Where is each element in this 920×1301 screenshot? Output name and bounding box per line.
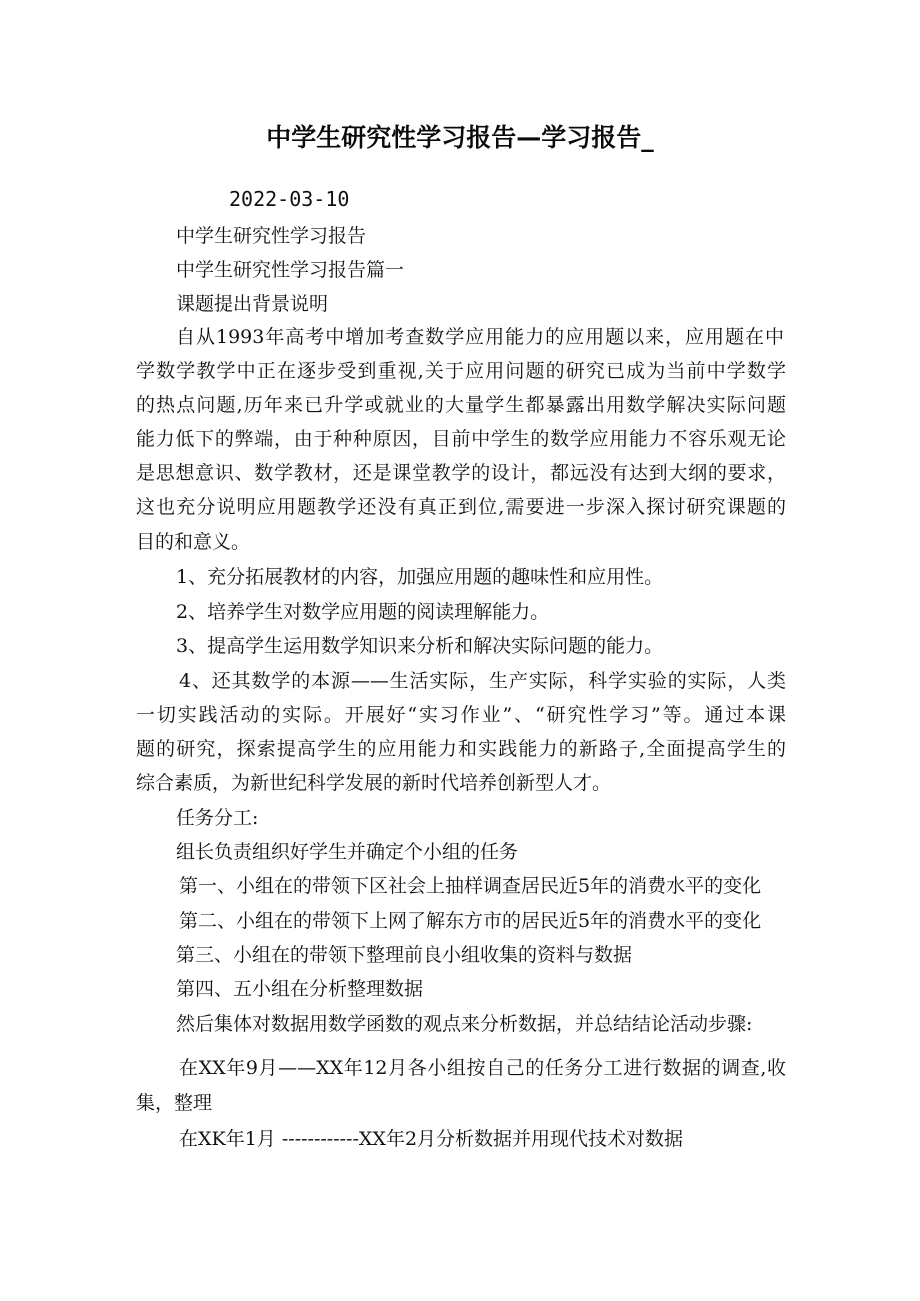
paragraph-line: 一切实践活动的实际。开展好“实习作业”、“研究性学习”等。通过本课 [136, 704, 786, 726]
paragraph-line: 自从1993年高考中增加考查数学应用能力的应用题以来，应用题在中 [176, 326, 784, 348]
task-item: 第一、小组在的带领下区社会上抽样调查居民近5年的消费水平的变化 [179, 875, 762, 897]
paragraph-line: 题的研究，探索提高学生的应用能力和实践能力的新路子,全面提高学生的 [136, 738, 786, 760]
heading-3: 课题提出背景说明 [176, 293, 329, 315]
document-date: 2022-03-10 [229, 187, 350, 211]
paragraph-line: 目的和意义。 [136, 531, 251, 553]
paragraph-line: 4、还其数学的本源——生活实际，生产实际，科学实验的实际，人类 [179, 670, 786, 692]
list-item: 3、提高学生运用数学知识来分析和解决实际问题的能力。 [176, 635, 664, 657]
step-line: 集，整理 [136, 1092, 213, 1114]
task-heading: 任务分工: [176, 807, 259, 829]
paragraph-line: 能力低下的弊端，由于种种原因，目前中学生的数学应用能力不容乐观无论 [136, 428, 786, 450]
paragraph-line: 这也充分说明应用题教学还没有真正到位,需要进一步深入探讨研究课题的 [136, 496, 786, 518]
list-item: 1、充分拓展教材的内容，加强应用题的趣味性和应用性。 [176, 566, 664, 588]
step-line: 在XX年9月——XX年12月各小组按自己的任务分工进行数据的调查,收 [179, 1057, 786, 1079]
heading-1: 中学生研究性学习报告 [176, 225, 367, 247]
task-item: 第二、小组在的带领下上网了解东方市的居民近5年的消费水平的变化 [179, 910, 762, 932]
paragraph-line: 学数学教学中正在逐步受到重视,关于应用问题的研究已成为当前中学数学 [136, 360, 786, 382]
paragraph-line: 的热点问题,历年来已升学或就业的大量学生都暴露出用数学解决实际问题 [136, 394, 786, 416]
task-item: 第三、小组在的带领下整理前良小组收集的资料与数据 [176, 944, 633, 966]
paragraph-line: 是思想意识、数学教材，还是课堂教学的设计，都远没有达到大纲的要求， [136, 462, 786, 484]
paragraph-line: 综合素质，为新世纪科学发展的新时代培养创新型人才。 [136, 772, 612, 794]
step-line: 在XK年1月 ------------XX年2月分析数据并用现代技术对数据 [179, 1128, 684, 1150]
task-lead: 组长负责组织好学生并确定个小组的任务 [176, 841, 519, 863]
heading-2: 中学生研究性学习报告篇一 [176, 259, 405, 281]
document-title: 中学生研究性学习报告—学习报告_ [266, 123, 654, 152]
task-item: 第四、五小组在分析整理数据 [176, 978, 424, 1000]
task-item: 然后集体对数据用数学函数的观点来分析数据，并总结结论活动步骤: [176, 1013, 753, 1035]
list-item: 2、培养学生对数学应用题的阅读理解能力。 [176, 601, 550, 623]
